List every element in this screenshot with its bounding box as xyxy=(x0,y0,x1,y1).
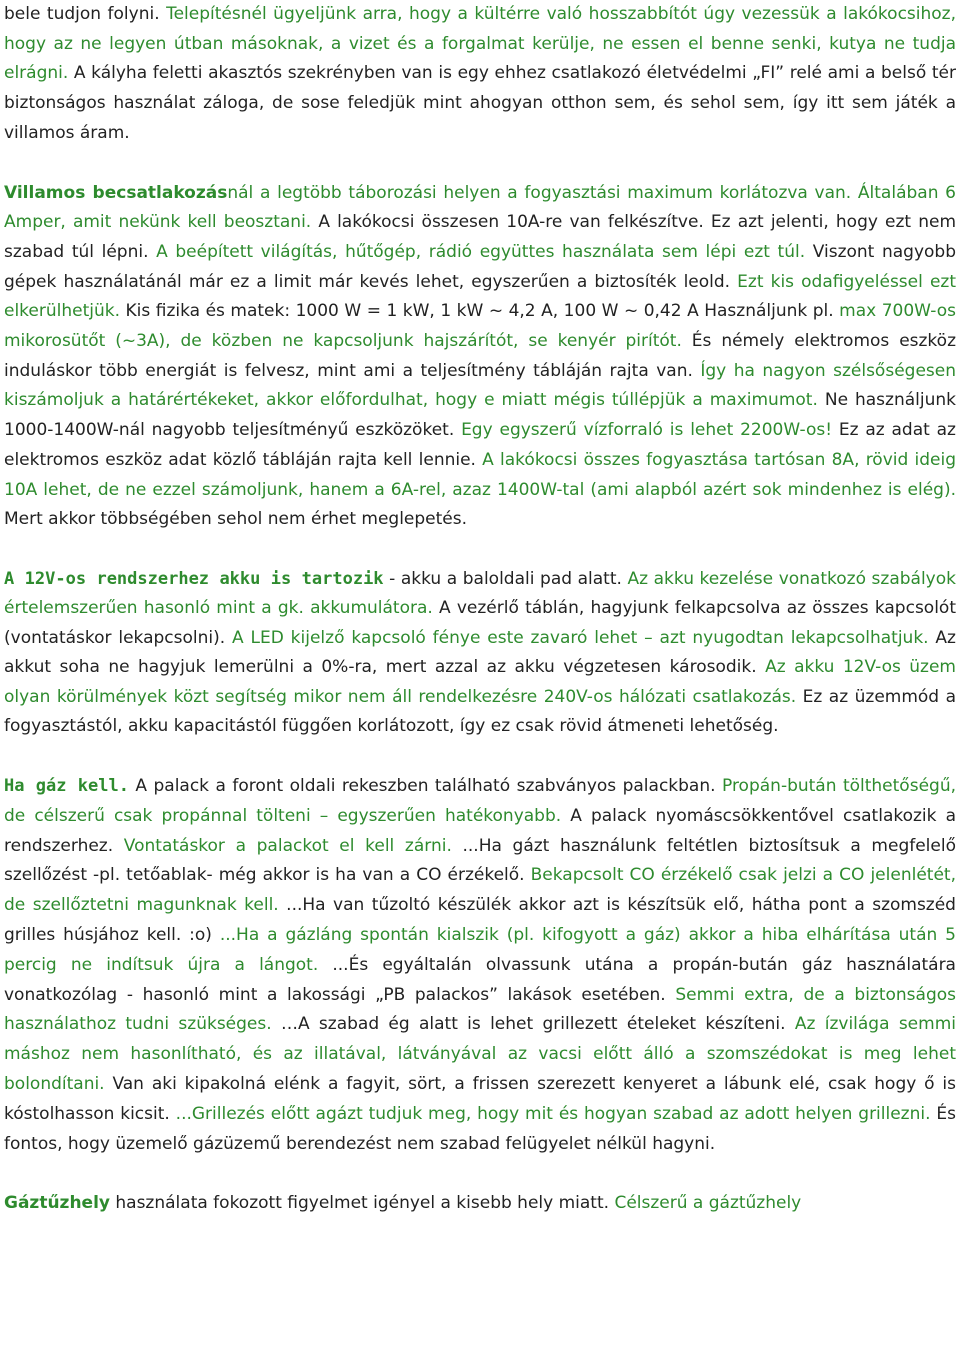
text-segment: ...Ha gázt használunk feltétlen biztosítsuk a megfelelő szellőzést -pl. tetőablak- még akkor is ha van a CO érzékelő. xyxy=(4,835,956,886)
text-segment: …A szabad ég alatt is lehet grillezett ételeket készíteni. xyxy=(271,1014,786,1035)
text-segment: És némely elektromos eszköz induláskor több energiát is felvesz, mint ami a teljesítmény tábláján rajta van. xyxy=(4,331,956,381)
text-segment: ...Grillezés előtt agázt tudjuk meg, hogy mit és hogyan szabad az adott helyen grillezni. xyxy=(169,1103,931,1124)
text-segment: A LED kijelző kapcsoló fénye este zavaró lehet – azt nyugodtan lekapcsolhatjuk. xyxy=(225,627,929,648)
text-segment: Így ha nagyon szélsőségesen kiszámoljuk a határértékeket, akkor előfordulhat, hogy e miatt mégis túllépjük a maximumot. xyxy=(4,360,956,411)
text-segment: használata fokozott figyelmet igényel a kisebb hely miatt. xyxy=(109,1193,610,1214)
text-segment: - akku a baloldali pad alatt. xyxy=(383,568,622,589)
text-segment: Propán-bután tölthetőségű, de célszerű csak propánnal tölteni – egyszerűen hatékonyabb. xyxy=(4,775,956,826)
section-heading: Gáztűzhely xyxy=(4,1193,110,1214)
text-segment: max 700W-os mikorosütőt (~3A), de közben ne kapcsoljunk hajszárítót, se kenyér pirítót. xyxy=(4,301,957,352)
text-segment: És fontos, hogy üzemelő gázüzemű berendezést nem szabad felügyelet nélkül hagyni. xyxy=(4,1103,956,1154)
text-segment: Vontatáskor a palackot el kell zárni. xyxy=(113,835,452,856)
document-page xyxy=(4,0,956,1219)
paragraph-spacer xyxy=(4,1159,956,1189)
paragraph-gas-stove xyxy=(4,1189,956,1219)
text-segment: Az akku kezelése vonatkozó szabályok értelemszerűen hasonló mint a gk. akkumulátora. xyxy=(4,568,956,619)
text-segment: Ez az adat az elektromos eszköz adat közlő tábláján rajta kell lennie. xyxy=(4,420,956,470)
text-segment: Ezt kis odafigyeléssel ezt elkerülhetjük. xyxy=(4,271,956,322)
text-segment: Az ízvilága semmi máshoz nem hasonlítható, és az illatával, látványával az vacsi előtt álló a szomszédokat is meg lehet bolondítani. xyxy=(4,1014,956,1094)
text-segment: Kis fizika és matek: 1000 W = 1 kW, 1 kW ~ 4,2 A, 100 W ~ 0,42 A Használjunk pl. xyxy=(120,301,834,322)
text-segment: Egy egyszerű vízforraló is lehet 2200W-os! xyxy=(454,420,833,441)
text-segment: A palack a foront oldali rekeszben található szabványos palackban. xyxy=(128,775,716,796)
text-segment: Telepítésnél ügyeljünk arra, hogy a kültérre való hosszabbítót úgy vezessük a lakókocsihoz, hogy az ne legyen útban másoknak, a vizet és a forgalmat kerülje, ne essen el benne senki, kutya ne tudja elrágni. xyxy=(4,4,957,84)
text-segment: Ne használjunk 1000-1400W-nál nagyobb teljesítményű eszközöket. xyxy=(4,390,956,441)
text-segment: Semmi extra, de a biztonságos használathoz tudni szükséges. xyxy=(4,984,957,1035)
text-segment: nál a legtöbb táborozási helyen a fogyasztási maximum korlátozva van. Általában 6 Amper, amit nekünk kell beosztani. xyxy=(4,182,956,233)
text-segment: Az akku 12V-os üzem olyan körülmények közt segítség mikor nem áll rendelkezésre 240V-os hálózati csatlakozás. xyxy=(4,657,956,707)
text-segment: ...Ha van tűzoltó készülék akkor azt is készítsük elő, hátha pont a szomszéd grilles húsjához kell. :o) xyxy=(4,895,956,945)
text-segment: A lakókocsi összes fogyasztása tartósan 8A, rövid ideig 10A lehet, de ne ezzel számoljunk, hanem a 6A-rel, azaz 1400W-tal (ami alapból azért sok mindenhez is elég). xyxy=(4,449,956,500)
section-heading: Ha gáz kell. xyxy=(4,775,129,796)
section-heading: Villamos becsatlakozás xyxy=(4,182,228,203)
text-segment: Ez az üzemmód a fogyasztástól, akku kapacitástól függően korlátozott, így ez csak rövid átmeneti lehetőség. xyxy=(4,686,956,737)
text-segment: bele tudjon folyni. xyxy=(4,4,167,24)
text-segment: A beépített világítás, hűtőgép, rádió együttes használata sem lépi ezt túl. xyxy=(148,241,806,262)
paragraph-spacer xyxy=(4,535,956,565)
text-segment: A vezérlő táblán, hagyjunk felkapcsolva az összes kapcsolót (vontatáskor lekapcsolni). xyxy=(4,598,956,648)
paragraph-spacer xyxy=(4,742,956,772)
text-segment: A palack nyomáscsökkentővel csatlakozik a rendszerhez. xyxy=(4,805,956,856)
paragraph-electrical-connection xyxy=(4,179,956,535)
text-segment: Viszont nagyobb gépek használatánál már ez a limit már kevés lehet, egyszerűen a biztosíték leold. xyxy=(4,241,956,292)
text-segment: Az akkut soha ne hagyjuk lemerülni a 0%-ra, mert azzal az akku végzetesen károsodik. xyxy=(4,627,956,678)
text-segment: Van aki kipakolná elénk a fagyit, sört, a frissen szerezett kenyeret a lábunk elé, csak hogy ő is kóstolhasson kicsit. xyxy=(4,1073,956,1124)
text-segment: Célszerű a gáztűzhely xyxy=(609,1193,802,1214)
text-segment: A lakókocsi összesen 10A-re van felkészítve. Ez azt jelenti, hogy ezt nem szabad túl lépni. xyxy=(4,212,957,262)
text-segment: ...Ha a gázláng spontán kialszik (pl. kifogyott a gáz) akkor a hiba elhárítása után 5 percig ne indítsuk újra a lángot. xyxy=(4,924,956,975)
paragraph-spacer xyxy=(4,149,956,179)
text-segment: Mert akkor többségében sehol nem érhet meglepetés. xyxy=(4,509,468,530)
section-heading: A 12V-os rendszerhez akku is tartozik xyxy=(4,568,384,589)
paragraph-12v-battery xyxy=(4,565,956,742)
text-segment: A kályha feletti akasztós szekrényben van is egy ehhez csatlakozó életvédelmi „FI” relé ami a belső tér biztonságos használat záloga, de sose feledjük mint ahogyan otthon sem, és sehol sem, így itt sem játék a villamos áram. xyxy=(4,63,956,143)
text-segment: Bekapcsolt CO érzékelő csak jelzi a CO jelenlétét, de szellőztetni magunknak kell. xyxy=(4,865,956,916)
paragraph-gas xyxy=(4,772,956,1159)
paragraph-extension-cord xyxy=(4,0,956,149)
text-segment: ...És egyáltalán olvassunk utána a propán-bután gáz használatára vonatkozólag - hasonló mint a lakossági „PB palackos” lakások esetében. xyxy=(4,954,956,1005)
